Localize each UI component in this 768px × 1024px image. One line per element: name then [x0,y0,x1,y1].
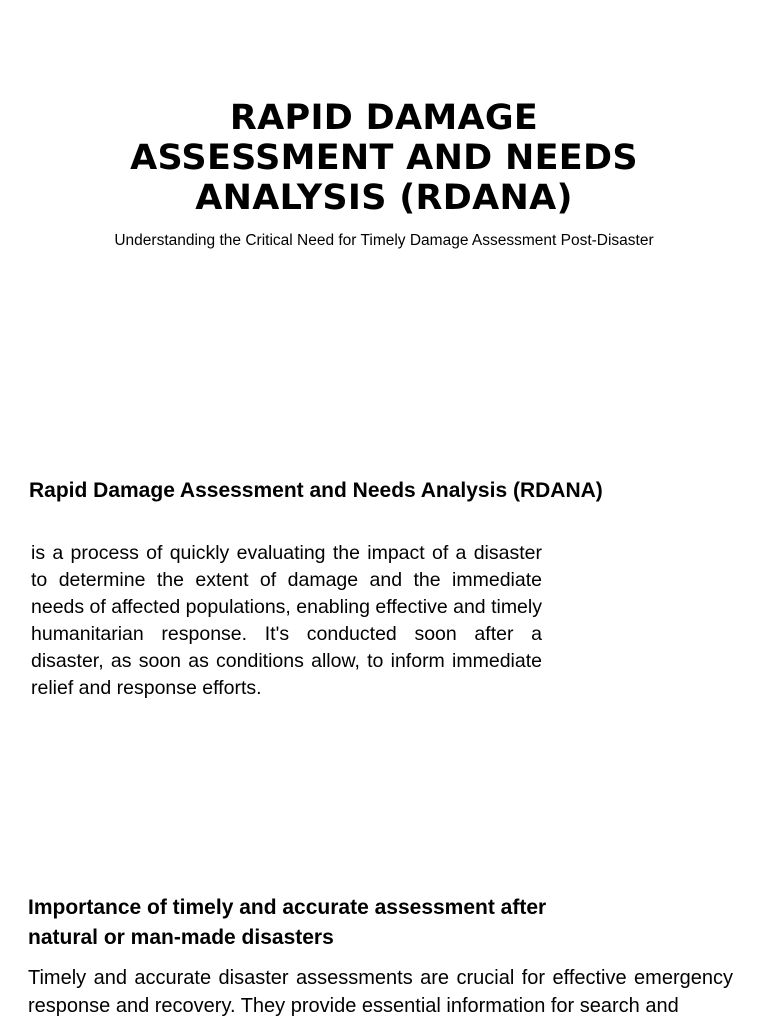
importance-heading: Importance of timely and accurate assessment after natural or man-made disasters [28,896,547,949]
rdana-definition-body: is a process of quickly evaluating the impact of a disaster to determine the extent of damage and the immediate needs of affected populations, enabling effective and timely humanitarian response. It's conducted soon after a disaster, as soon as conditions allow, to inform immediate relief and response efforts. [31,542,542,699]
slide-subtitle: Understanding the Critical Need for Timely Damage Assessment Post-Disaster [114,232,654,249]
slide-title: RAPID DAMAGE ASSESSMENT AND NEEDS ANALYSIS (RDANA) [130,98,638,218]
importance-body: Timely and accurate disaster assessments are crucial for effective emergency response and recovery. They provide essential information for search and [28,967,733,1017]
rdana-definition-heading: Rapid Damage Assessment and Needs Analysis (RDANA) [29,479,603,502]
